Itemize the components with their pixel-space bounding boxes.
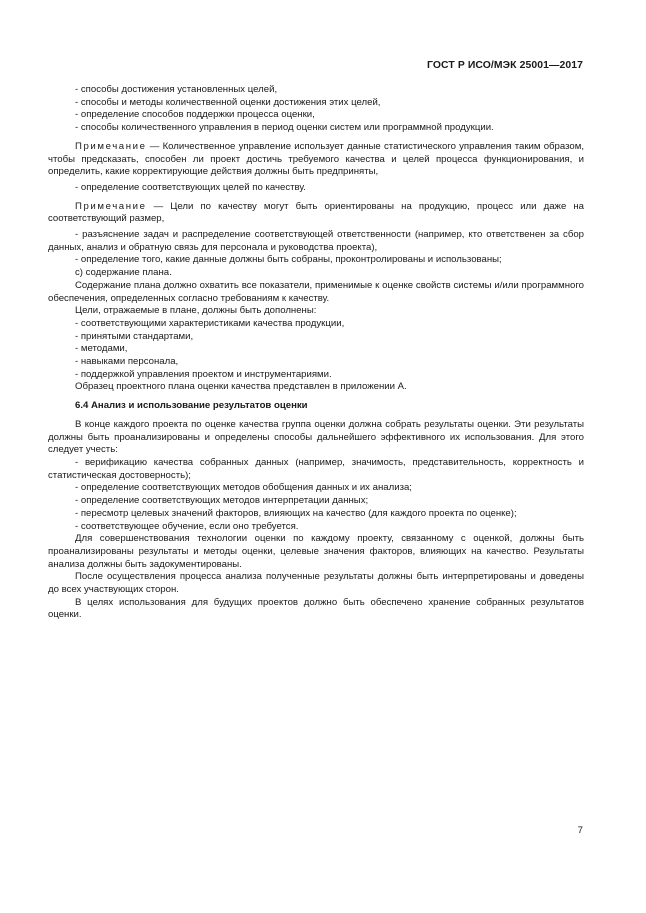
list-item: - соответствующее обучение, если оно требуется. [75,520,299,532]
list-item: c) содержание плана. [75,267,172,279]
list-item: - определение способов поддержки процесса оценки, [75,109,315,121]
list-item: - определение того, какие данные должны быть собраны, проконтролированы и использованы; [75,254,502,266]
paragraph: Образец проектного плана оценки качества представлен в приложении А. [75,381,407,393]
list-item: - пересмотр целевых значений факторов, влияющих на качество (для каждого проекта по оценке); [75,507,517,519]
note-text: — Количественное управление использует данные статистического управления таким образом, чтобы предсказать, способен ли проект достичь требуемого качества и целей процесса функционирования, и определить, какие корректирующие действия должны быть предприняты, [48,140,584,178]
list-item: - способы достижения установленных целей, [75,84,278,95]
note-quality-goals [48,201,584,226]
paragraph: В конце каждого проекта по оценке качества группа оценки должна собрать результаты оценки. Эти результаты должны быть проанализированы и определены способы дальнейшего эффективного их использования. Для этого следует учесть: [48,418,584,456]
list-item: - принятыми стандартами, [75,330,194,342]
paragraph: Содержание плана должно охватить все показатели, применимые к оценке свойств системы и/или программного обеспечения, определенных согласно требованиям к качеству. [48,279,584,304]
list-item: - верификацию качества собранных данных (например, значимость, представительность, корректность и статистическая достоверность); [48,456,584,481]
list-item: - способы и методы количественной оценки достижения этих целей, [75,96,381,108]
list-item: - разъяснение задач и распределение соответствующей ответственности (например, кто ответственен за сбор данных, анализ и обратную связь для персонала и руководства проекта), [48,229,584,253]
list-item: - соответствующими характеристиками качества продукции, [75,317,345,329]
list-item: - методами, [75,343,128,355]
note-label: Примечание [75,140,147,152]
list-item: - определение соответствующих методов обобщения данных и их анализа; [75,482,412,494]
section-heading: 6.4 Анализ и использование результатов оценки [75,400,308,412]
page-number: 7 [577,825,583,836]
note-quantitative-management [48,141,584,179]
list-item: - способы количественного управления в период оценки систем или программной продукции. [75,122,494,134]
list-item: - навыками персонала, [75,356,179,368]
paragraph: Для совершенствования технологии оценки по каждому проекту, связанному с оценкой, должны быть проанализированы результаты и методы оценки, целевые значения факторов, влияющих на качество. Результаты анализа должны быть задокументированы. [48,533,584,570]
standard-header: ГОСТ Р ИСО/МЭК 25001—2017 [427,60,583,71]
paragraph: После осуществления процесса анализа полученные результаты должны быть интерпретированы и доведены до всех участвующих сторон. [48,571,584,596]
paragraph: В целях использования для будущих проектов должно быть обеспечено хранение собранных результатов оценки. [48,596,584,621]
note-text: — Цели по качеству могут быть ориентированы на продукцию, процесс или даже на соответствующий размер, [48,200,584,225]
list-item: - поддержкой управления проектом и инструментариями. [75,368,332,380]
paragraph: Цели, отражаемые в плане, должны быть дополнены: [75,305,317,317]
note-label: Примечание [75,200,147,212]
list-item: - определение соответствующих методов интерпретации данных; [75,495,369,507]
list-item: - определение соответствующих целей по качеству. [75,181,306,193]
document-body [48,84,584,622]
